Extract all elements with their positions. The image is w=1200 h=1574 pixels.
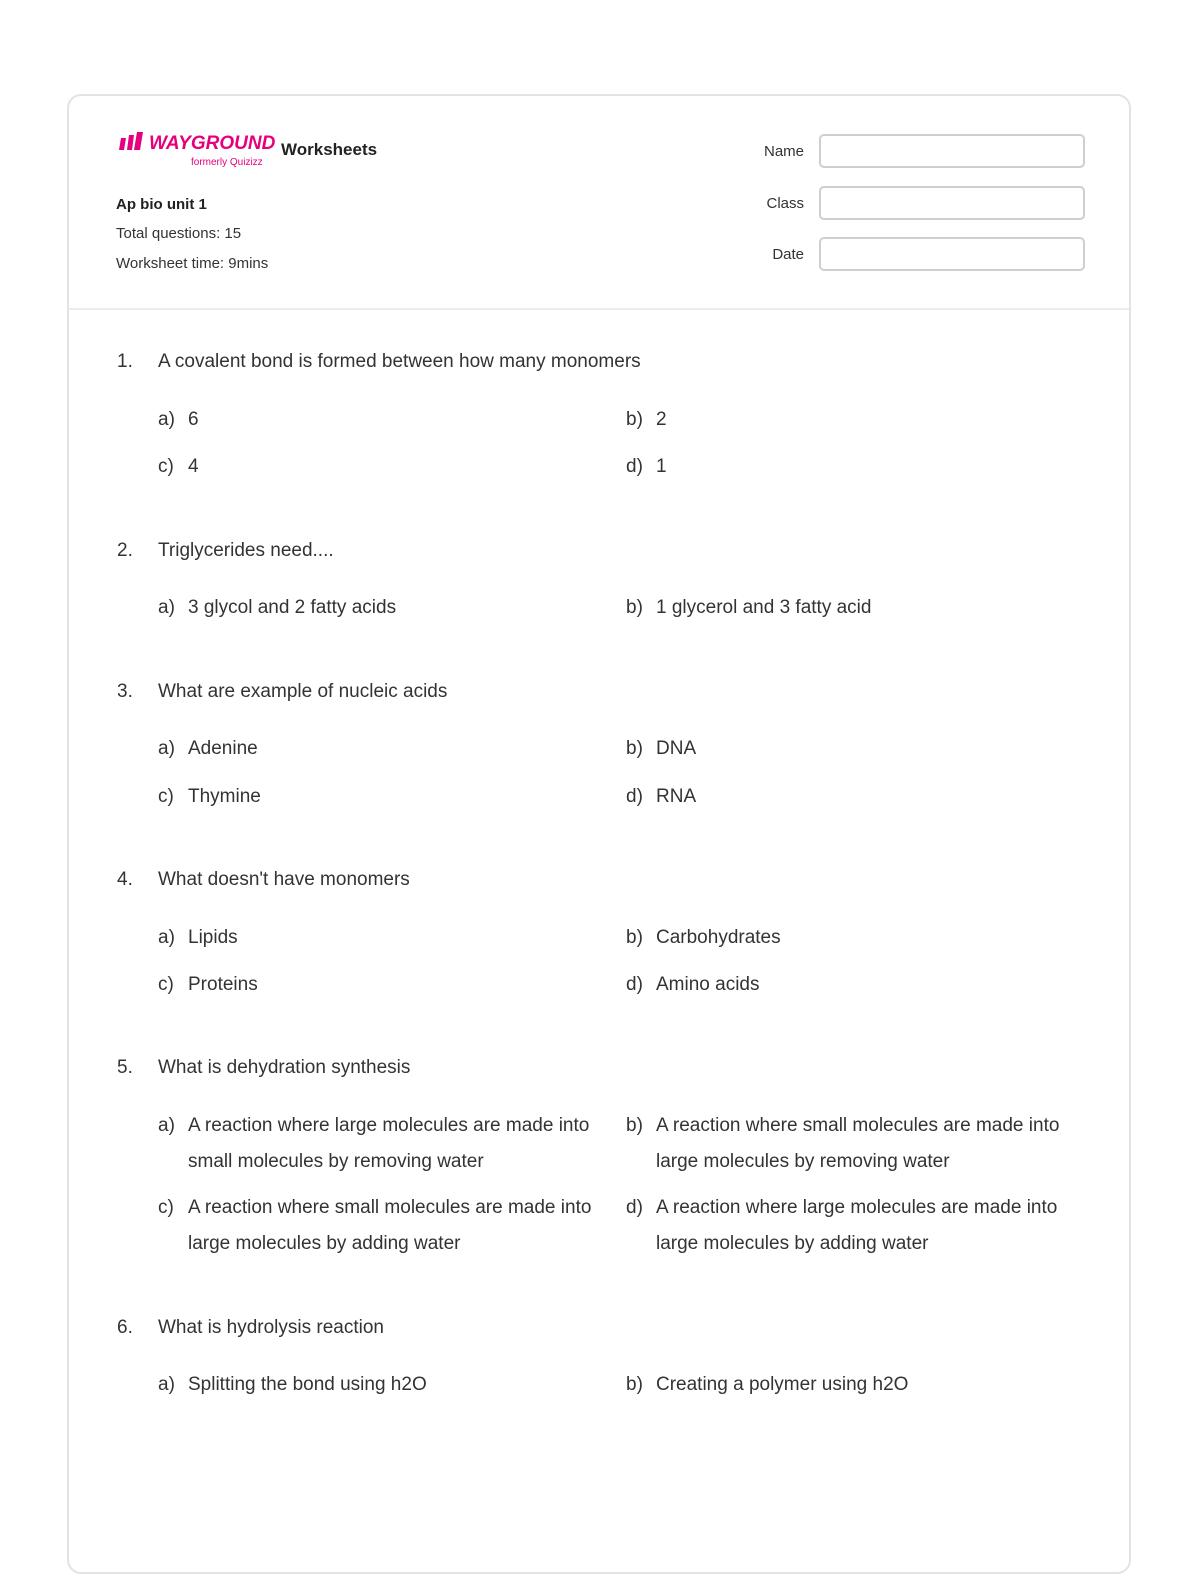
question-text: A covalent bond is formed between how many monomers [158, 351, 641, 372]
answer-option: b) 1 glycerol and 3 fatty acid [626, 597, 872, 618]
name-field[interactable] [819, 134, 1085, 168]
question-number: 4. [117, 869, 133, 890]
answer-option: c) Proteins [158, 974, 258, 995]
brand-name: Worksheets [281, 140, 378, 159]
answer-option: c) 4 [158, 456, 199, 477]
worksheet-time: Worksheet time: 9mins [116, 255, 269, 272]
answer-option: d) 1 [626, 456, 667, 477]
answer-option: c) Thymine [158, 786, 261, 807]
logo-wordmark: WAYGROUND [149, 133, 276, 154]
answer-option: b) 2 [626, 409, 667, 430]
answer-option: a) Splitting the bond using h2O [158, 1374, 427, 1395]
question-text: What is hydrolysis reaction [158, 1317, 384, 1338]
answer-option: b) A reaction where small molecules are made into large molecules by removing water [626, 1115, 1060, 1172]
answer-option: b) Creating a polymer using h2O [626, 1374, 909, 1395]
wayground-logo [119, 132, 279, 170]
question-text: Triglycerides need.... [158, 540, 334, 561]
date-field[interactable] [819, 237, 1085, 271]
class-field[interactable] [819, 186, 1085, 220]
question-number: 1. [117, 351, 133, 372]
answer-option: a) 6 [158, 409, 199, 430]
question-number: 3. [117, 681, 133, 702]
question-number: 2. [117, 540, 133, 561]
question-text: What is dehydration synthesis [158, 1057, 411, 1078]
answer-option: a) 3 glycol and 2 fatty acids [158, 597, 397, 618]
answer-option: b) Carbohydrates [626, 927, 781, 948]
answer-option: d) A reaction where large molecules are made into large molecules by adding water [626, 1197, 1058, 1254]
question-text: What are example of nucleic acids [158, 681, 448, 702]
date-label: Date [772, 246, 804, 263]
answer-option: b) DNA [626, 738, 697, 759]
name-label: Name [763, 143, 804, 160]
class-label: Class [766, 195, 804, 212]
question-number: 5. [117, 1057, 133, 1078]
worksheet-header [69, 96, 1129, 310]
question-text: What doesn't have monomers [158, 869, 410, 890]
worksheet-title: Ap bio unit 1 [116, 196, 207, 213]
answer-option: d) Amino acids [626, 974, 760, 995]
answer-option: a) Lipids [158, 927, 238, 948]
worksheet-page [67, 94, 1131, 1574]
question-number: 6. [117, 1317, 133, 1338]
answer-option: c) A reaction where small molecules are made into large molecules by adding water [158, 1197, 592, 1254]
answer-option: d) RNA [626, 786, 697, 807]
answer-option: a) Adenine [158, 738, 258, 759]
total-questions: Total questions: 15 [116, 225, 242, 242]
answer-option: a) A reaction where large molecules are made into small molecules by removing water [158, 1115, 590, 1172]
logo-subtitle: formerly Quizizz [191, 157, 263, 168]
